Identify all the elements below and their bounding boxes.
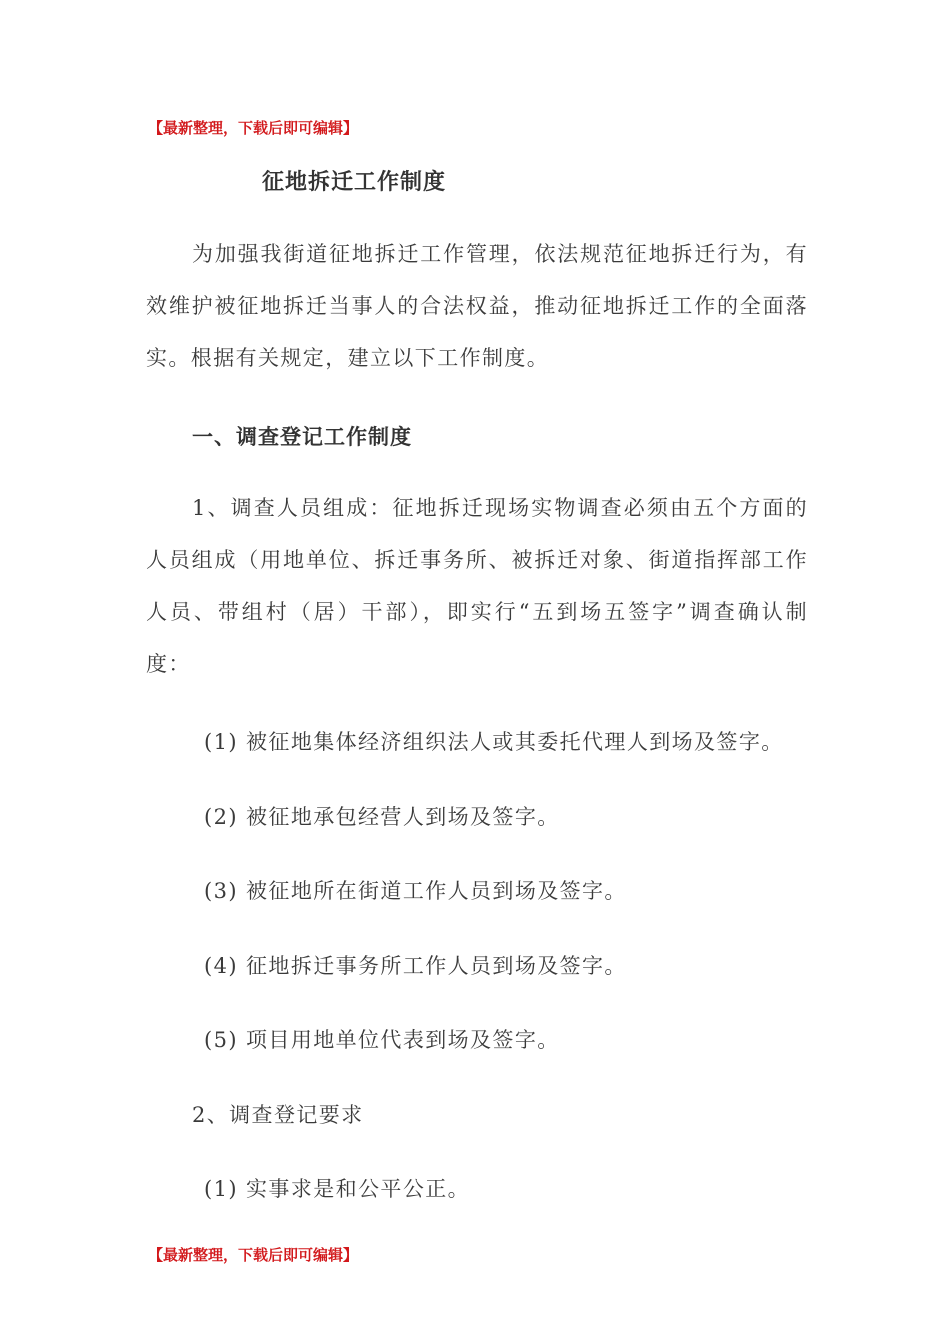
list-item: (5) 项目用地单位代表到场及签字。 bbox=[204, 1028, 560, 1052]
list-item: (1) 实事求是和公平公正。 bbox=[204, 1177, 471, 1201]
list-item: (1) 被征地集体经济组织法人或其委托代理人到场及签字。 bbox=[204, 730, 784, 754]
document-title: 征地拆迁工作制度 bbox=[262, 169, 447, 195]
list-item: (3) 被征地所在街道工作人员到场及签字。 bbox=[204, 879, 627, 903]
list-item: (4) 征地拆迁事务所工作人员到场及签字。 bbox=[204, 954, 627, 978]
list-item: (2) 被征地承包经营人到场及签字。 bbox=[204, 805, 560, 829]
section-heading-survey: 一、调查登记工作制度 bbox=[192, 424, 412, 449]
paragraph-personnel-composition: 1、调查人员组成：征地拆迁现场实物调查必须由五个方面的人员组成（用地单位、拆迁事务所、被拆迁对象、街道指挥部工作人员、带组村（居）干部），即实行“五到场五签字”调查确认制度： bbox=[146, 496, 808, 676]
intro-paragraph: 为加强我街道征地拆迁工作管理，依法规范征地拆迁行为，有效维护被征地拆迁当事人的合法权益，推动征地拆迁工作的全面落实。根据有关规定，建立以下工作制度。 bbox=[146, 242, 808, 370]
header-banner: 【最新整理，下载后即可编辑】 bbox=[148, 119, 359, 137]
footer-banner: 【最新整理，下载后即可编辑】 bbox=[148, 1246, 359, 1264]
subheading-survey-requirements: 2、调查登记要求 bbox=[192, 1103, 364, 1127]
